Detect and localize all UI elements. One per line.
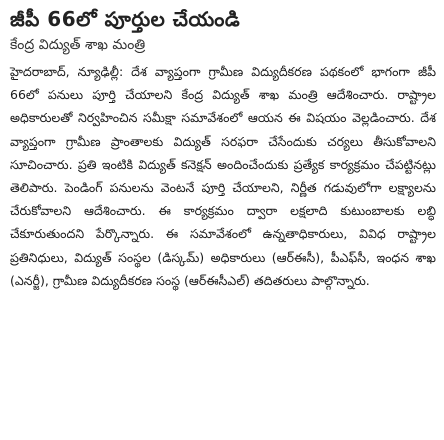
article-body: హైదరాబాద్, న్యూఢిల్లీ: దేశ వ్యాప్తంగా గ్రామీణ విద్యుదీకరణ పథకంలో భాగంగా జీపీ 66లో పనులు పూర్తి చేయాలని కేంద్ర విద్యుత్ శాఖ మంత్రి ఆదేశించారు. రాష్ట్రాల అధికారులతో నిర్వహించిన సమీక్షా సమావేశంలో ఆయన ఈ విషయం వెల్లడించారు. దేశ వ్యాప్తంగా గ్రామీణ ప్రాంతాలకు విద్యుత్ సరఫరా చేసేందుకు చర్యలు తీసుకోవాలని సూచించారు. ప్రతి ఇంటికి విద్యుత్ కనెక్షన్ అందించేందుకు ప్రత్యేక కార్యక్రమం చేపట్టినట్లు తెలిపారు. పెండింగ్ పనులను వెంటనే పూర్తి చేయాలని, నిర్ణీత గడువులోగా లక్ష్యాలను చేరుకోవాలని ఆదేశించారు. ఈ కార్యక్రమం ద్వారా లక్షలాది కుటుంబాలకు లబ్ధి చేకూరుతుందని పేర్కొన్నారు. ఈ సమావేశంలో ఉన్నతాధికారులు, వివిధ రాష్ట్రాల ప్రతినిధులు, విద్యుత్ సంస్థల (డిస్కమ్) అధికారులు (ఆర్ఈసీ), పీఎఫ్‌సీ, ఇంధన శాఖ (ఎనర్జీ), గ్రామీణ విద్యుదీకరణ సంస్థ (ఆర్ఈసీఎల్) తదితరులు పాల్గొన్నారు. <box>10 64 436 288</box>
article-subheadline: కేంద్ర విద్యుత్ శాఖ మంత్రి <box>10 37 146 53</box>
article-headline: జీపీ 66లో పూర్తుల చేయండి <box>10 7 241 31</box>
